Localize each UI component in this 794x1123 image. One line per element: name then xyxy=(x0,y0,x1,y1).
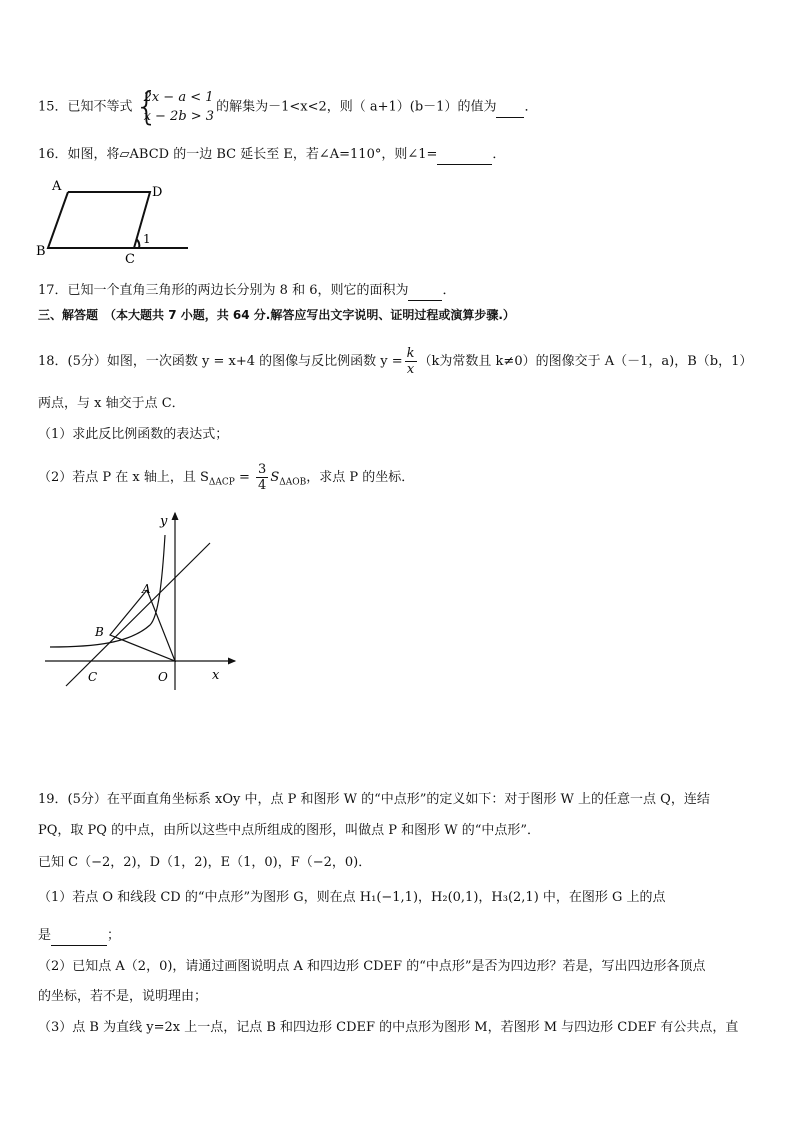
linear-function-line xyxy=(66,543,210,686)
question-16: 16．如图，将▱ABCD 的一边 BC 延长至 E，若∠A=110°，则∠1= ． xyxy=(38,146,505,165)
label-A: A xyxy=(142,582,151,596)
inequality-system xyxy=(134,84,215,128)
section-3-note: （本大题共 7 小题，共 64 分.解答应写出文字说明、证明过程或演算步骤.） xyxy=(104,308,515,322)
q18-text-a: 18．(5分）如图，一次函数 y = x+4 的图像与反比例函数 y = xyxy=(38,354,403,369)
triangle-AOB xyxy=(110,590,175,661)
answer-blank-16[interactable] xyxy=(437,146,492,165)
inequality-row-2: x − 2b > 3 xyxy=(143,109,215,124)
angle-1-arc xyxy=(136,239,139,248)
q18-text-b: （k为常数且 k≠0）的图像交于 A（－1，a)，B（b，1） xyxy=(418,354,753,369)
label-D: D xyxy=(152,185,163,200)
question-18-line-1 xyxy=(38,346,752,377)
question-19-line-3: 已知 C（−2，2)，D（1，2)，E（1，0)，F（−2，0)． xyxy=(38,855,372,870)
q17-text: 17．已知一个直角三角形的两边长分别为 8 和 6，则它的面积为 xyxy=(38,283,409,298)
question-18-line-2: 两点，与 x 轴交于点 C． xyxy=(38,396,185,411)
question-19-line-2: PQ，取 PQ 的中点，由所以这些中点所组成的图形，叫做点 P 和图形 W 的“中点形”． xyxy=(38,823,541,838)
q15-suffix: 的解集为－1<x<2，则（ a+1）(b－1）的值为 xyxy=(216,99,497,115)
label-B: B xyxy=(95,625,104,639)
label-angle-1: 1 xyxy=(143,232,151,246)
question-19-part-2: （2）已知点 A（2，0)，请通过画图说明点 A 和四边形 CDEF 的“中点形”是否为四边形？若是，写出四边形各顶点 xyxy=(38,959,706,974)
question-19-line-1: 19．(5分）在平面直角坐标系 xOy 中，点 P 和图形 W 的“中点形”的定义如下：对于图形 W 上的任意一点 Q，连结 xyxy=(38,792,710,807)
label-y: y xyxy=(160,514,168,529)
label-C: C xyxy=(88,670,98,684)
label-A: A xyxy=(52,179,62,194)
section-3-label: 三、解答题 xyxy=(38,308,99,322)
inequality-row-1: 2x − a < 1 xyxy=(143,90,214,105)
question-15: 15．已知不等式 { 2x − a < 1 x − 2b > 3 的解集为－1<x<2，则（ a+1）(b－1）的值为 ． xyxy=(38,84,538,128)
fraction-k-over-x: $\frac{k}{x}$ xyxy=(406,346,415,377)
question-19-part-1: （1）若点 O 和线段 CD 的“中点形”为图形 G，则在点 H₁(−1,1)，H₂(0,1)，H₃(2,1) 中，在图形 G 上的点 xyxy=(38,890,666,905)
question-19-part-2-cont: 的坐标，若不是，说明理由； xyxy=(38,989,208,1004)
question-17: 17．已知一个直角三角形的两边长分别为 8 和 6，则它的面积为 ． xyxy=(38,282,456,301)
q15-prefix: 已知不等式 xyxy=(67,99,133,115)
question-19-part-3: （3）点 B 为直线 y=2x 上一点，记点 B 和四边形 CDEF 的中点形为图形 M，若图形 M 与四边形 CDEF 有公共点，直 xyxy=(38,1020,739,1035)
label-B: B xyxy=(36,244,46,259)
answer-blank-17[interactable] xyxy=(408,282,442,301)
section-3-heading xyxy=(38,306,515,324)
label-x: x xyxy=(212,668,220,683)
label-C: C xyxy=(125,252,135,267)
parallelogram-figure xyxy=(30,175,200,270)
function-graph-figure xyxy=(40,505,250,700)
answer-blank-19-1[interactable] xyxy=(51,927,107,946)
fraction-3-over-4: $\frac{3}{4}$ xyxy=(258,462,267,493)
question-18-part-1: （1）求此反比例函数的表达式； xyxy=(38,427,229,442)
system-brace: { xyxy=(134,84,159,128)
q15-number: 15． xyxy=(38,99,68,115)
q16-text: 16．如图，将▱ABCD 的一边 BC 延长至 E，若∠A=110°，则∠1= xyxy=(38,147,438,162)
question-18-part-2: （2）若点 P 在 x 轴上，且 $S_{\Delta ACP}$ = $\frac{3}{4}$ $S_{\Delta AOB}$，求点 P 的坐标． xyxy=(38,462,415,493)
label-O: O xyxy=(158,670,168,684)
parallelogram-shape xyxy=(48,192,150,248)
question-19-part-1-answer: 是 ； xyxy=(38,927,120,946)
answer-blank-15[interactable] xyxy=(496,99,524,118)
